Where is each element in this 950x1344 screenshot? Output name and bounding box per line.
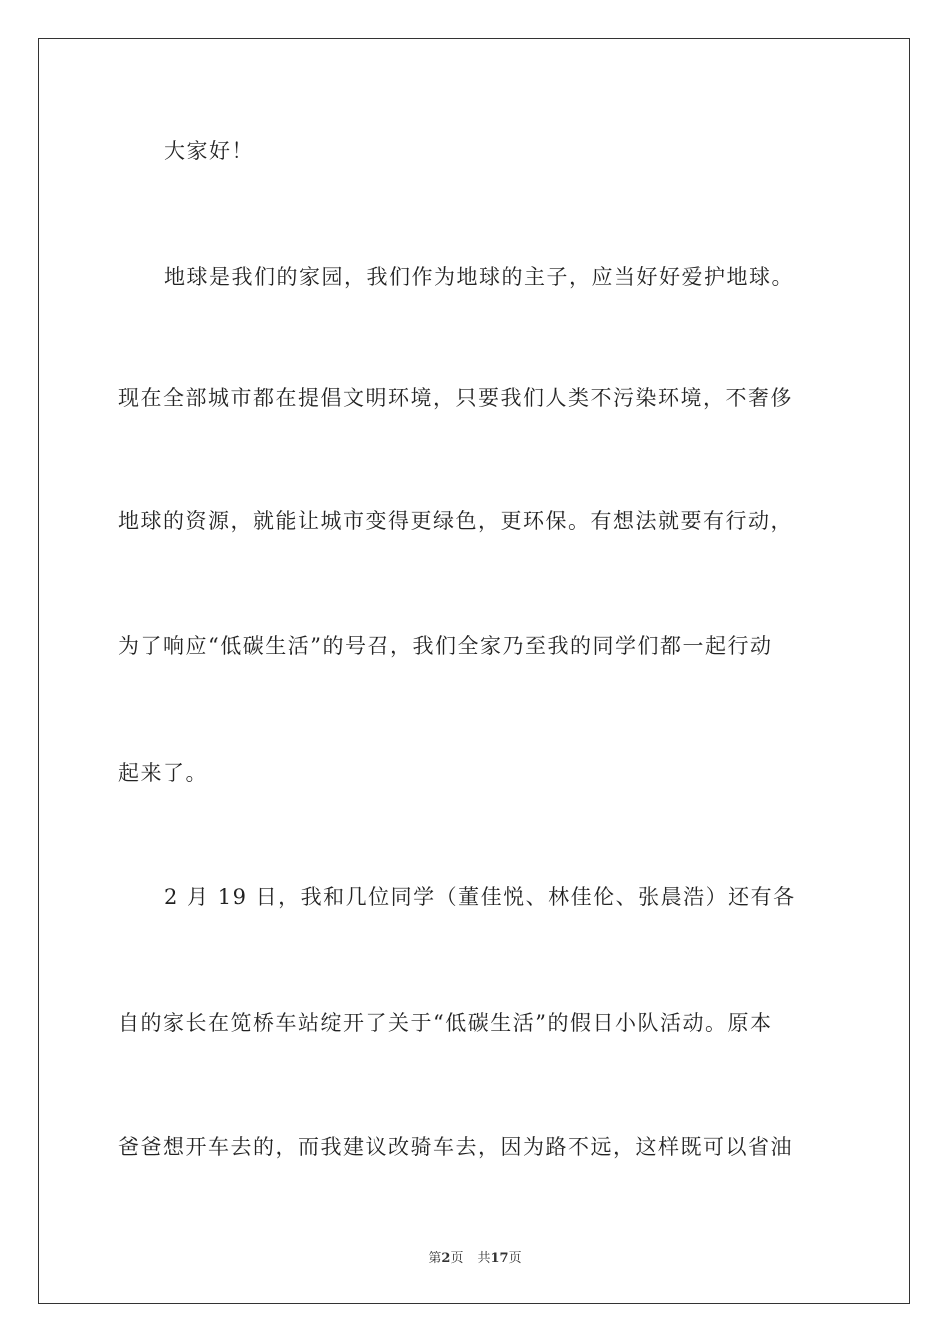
paragraph-line: 自的家长在笕桥车站绽开了关于“低碳生活”的假日小队活动。原本 bbox=[118, 1011, 773, 1035]
total-prefix: 共 bbox=[477, 1251, 491, 1266]
paragraph-line: 2 月 19 日，我和几位同学（董佳悦、林佳伦、张晨浩）还有各 bbox=[164, 885, 796, 909]
page-number: 2 bbox=[441, 1251, 451, 1266]
paragraph-line: 地球是我们的家园，我们作为地球的主子，应当好好爱护地球。 bbox=[164, 265, 794, 289]
page-frame bbox=[38, 38, 910, 1304]
page-prefix: 第 bbox=[428, 1251, 442, 1266]
total-suffix: 页 bbox=[508, 1251, 522, 1266]
paragraph-line: 现在全部城市都在提倡文明环境，只要我们人类不污染环境，不奢侈 bbox=[118, 386, 793, 410]
page-suffix: 页 bbox=[450, 1251, 464, 1266]
total-pages: 17 bbox=[490, 1251, 509, 1266]
paragraph-line: 爸爸想开车去的，而我建议改骑车去，因为路不远，这样既可以省油 bbox=[118, 1135, 793, 1159]
greeting-line: 大家好！ bbox=[164, 139, 254, 163]
paragraph-line: 为了响应“低碳生活”的号召，我们全家乃至我的同学们都一起行动 bbox=[118, 634, 773, 658]
paragraph-line: 起来了。 bbox=[118, 761, 208, 785]
page-footer bbox=[0, 1247, 950, 1266]
paragraph-line: 地球的资源，就能让城市变得更绿色，更环保。有想法就要有行动， bbox=[118, 509, 793, 533]
